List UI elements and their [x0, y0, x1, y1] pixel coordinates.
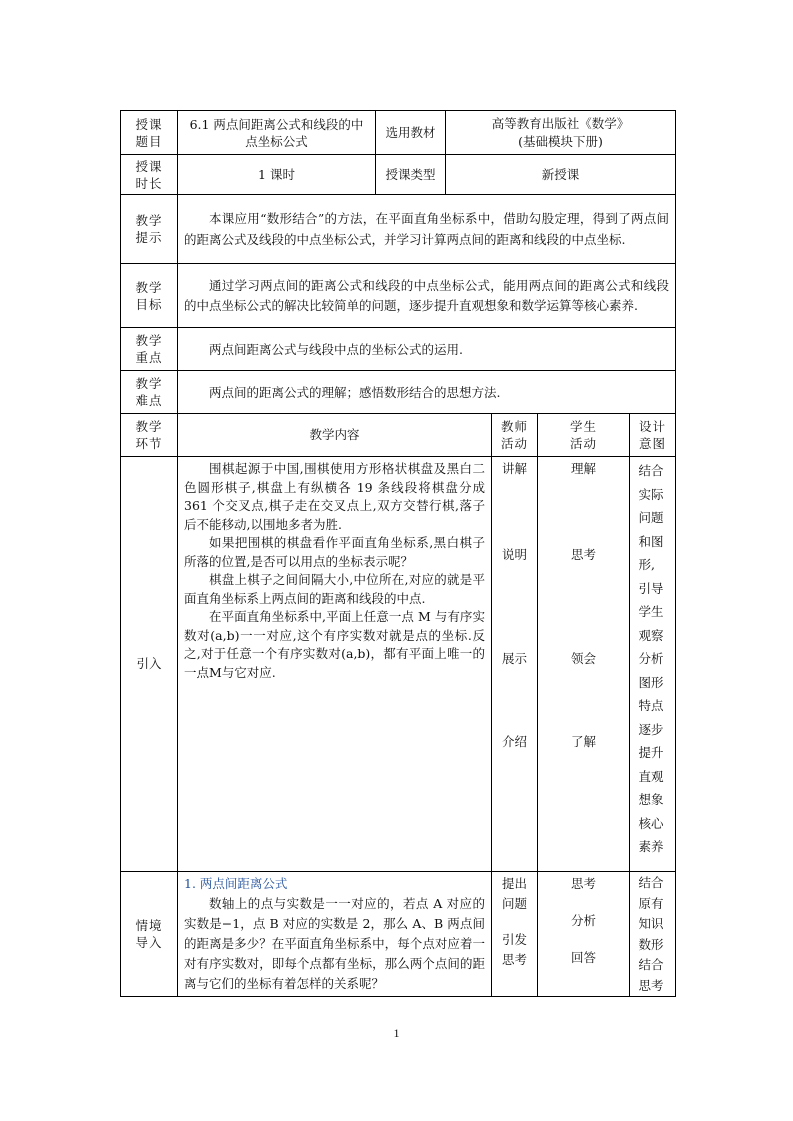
keypoint-cell: [178, 328, 676, 371]
situation-student-1: 思考: [570, 876, 596, 891]
design-header-text: 设计 意图: [639, 419, 667, 451]
student-header-text: 学生 活动: [569, 419, 597, 451]
intro-paragraph-2: 如果把围棋的棋盘看作平面直角坐标系,黑白棋子所落的位置,是否可以用点的坐标表示呢？: [184, 535, 485, 569]
row-keypoint: [121, 328, 676, 371]
label-keypoint-text: 教学 重点: [135, 333, 163, 365]
row-difficulty: [121, 371, 676, 414]
label-topic: [121, 111, 178, 155]
label-objective: [121, 264, 178, 328]
label-duration-text: 授课 时长: [135, 158, 163, 191]
situation-heading: 1. 两点间距离公式: [184, 876, 288, 891]
label-situation-text: 情境 导入: [135, 918, 163, 950]
student-act-3: 领会: [570, 651, 596, 666]
situation-teacher-1: 提出 问题: [501, 876, 527, 911]
label-keypoint: [121, 328, 178, 371]
student-header: [538, 414, 630, 457]
difficulty-cell: [178, 371, 676, 414]
intro-design-intent: [630, 457, 676, 872]
intro-paragraph-1: 围棋起源于中国,围棋使用方形格状棋盘及黑白二色圆形棋子,棋盘上有纵横各 19 条线段将棋盘分成 361 个交叉点,棋子走在交叉点上,双方交替行棋,落子后不能移动,以围地多者为胜.: [184, 461, 485, 532]
situation-text: 数轴上的点与实数是一一对应的，若点 A 对应的实数是−1，点 B 对应的实数是 2，那么 A、B 两点间的距离是多少？在平面直角坐标系中，每个点对应着一对有序实数对，即每个点都有坐标，那么两个点间的距离与它们的坐标有着怎样的关系呢？: [184, 896, 485, 991]
student-act-4: 了解: [570, 734, 596, 749]
teacher-act-4: 介绍: [501, 734, 527, 749]
row-topic: [121, 111, 676, 155]
row-intro: [121, 457, 676, 872]
teacher-act-1: 讲解: [501, 461, 527, 476]
row-section-header: [121, 414, 676, 457]
page-number: 1: [393, 1026, 400, 1040]
row-situation: [121, 872, 676, 997]
intro-paragraph-4: 在平面直角坐标系中,平面上任意一点 M 与有序实数对(a,b)一一对应,这个有序实数对就是点的坐标.反之,对于任意一个有序实数对(a,b)，都有平面上唯一的一点M与它对应.: [184, 609, 485, 680]
lesson-plan-table: [120, 110, 676, 997]
intro-design-text: 结合实际问题和图形,引导学生观察分析图形特点逐步提升直观想象核心素养: [638, 463, 664, 854]
situation-teacher-activity: [492, 872, 538, 997]
row-duration: [121, 155, 676, 195]
difficulty-text: 两点间的距离公式的理解；感悟数形结合的思想方法.: [209, 384, 501, 400]
label-stage-text: 教学 环节: [135, 419, 163, 451]
student-act-1: 理解: [570, 461, 596, 476]
objective-cell: [178, 264, 676, 328]
hint-text: 本课应用“数形结合”的方法，在平面直角坐标系中，借助勾股定理，得到了两点间的距离公式及线段的中点坐标公式，并学习计算两点间的距离和线段的中点坐标.: [184, 211, 670, 247]
label-stage: [121, 414, 178, 457]
textbook-label: 选用教材: [376, 111, 446, 155]
situation-design-intent: [630, 872, 676, 997]
teacher-header: [492, 414, 538, 457]
row-objective: [121, 264, 676, 328]
keypoint-text: 两点间距离公式与线段中点的坐标公式的运用.: [209, 341, 463, 357]
lesson-title: 6.1 两点间距离公式和线段的中点坐标公式: [178, 111, 376, 155]
situation-student-2: 分析: [570, 913, 596, 928]
teacher-act-3: 展示: [501, 651, 527, 666]
label-difficulty: [121, 371, 178, 414]
label-topic-text: 授课 题目: [135, 116, 163, 149]
label-hint: [121, 195, 178, 264]
label-difficulty-text: 教学 难点: [135, 376, 163, 408]
situation-student-activity: [538, 872, 630, 997]
type-value: 新授课: [446, 155, 676, 195]
situation-content: [178, 872, 492, 997]
row-hint: [121, 195, 676, 264]
intro-student-activity: [538, 457, 630, 872]
design-header: [630, 414, 676, 457]
intro-content: [178, 457, 492, 872]
label-objective-text: 教学 目标: [135, 279, 163, 312]
label-intro: 引入: [121, 457, 178, 872]
objective-text: 通过学习两点间的距离公式和线段的中点坐标公式，能用两点间的距离公式和线段的中点坐标公式的解决比较简单的问题，逐步提升直观想象和数学运算等核心素养.: [184, 277, 670, 313]
situation-design-text: 结合原有知识数形结合思考: [638, 875, 664, 993]
teacher-header-text: 教师 活动: [500, 419, 528, 451]
content-header: 教学内容: [178, 414, 492, 457]
teacher-act-2: 说明: [501, 547, 527, 562]
label-situation: [121, 872, 178, 997]
intro-teacher-activity: [492, 457, 538, 872]
type-label: 授课类型: [376, 155, 446, 195]
situation-teacher-2: 引发 思考: [501, 932, 527, 967]
textbook-value: 高等教育出版社《数学》 (基础模块下册): [446, 111, 676, 155]
label-hint-text: 教学 提示: [135, 213, 163, 245]
intro-paragraph-3: 棋盘上棋子之间间隔大小,中位所在,对应的就是平面直角坐标系上两点间的距离和线段的中点.: [184, 572, 485, 606]
duration-value: 1 课时: [178, 155, 376, 195]
situation-student-3: 回答: [570, 950, 596, 965]
label-duration: [121, 155, 178, 195]
student-act-2: 思考: [570, 547, 596, 562]
hint-cell: [178, 195, 676, 264]
